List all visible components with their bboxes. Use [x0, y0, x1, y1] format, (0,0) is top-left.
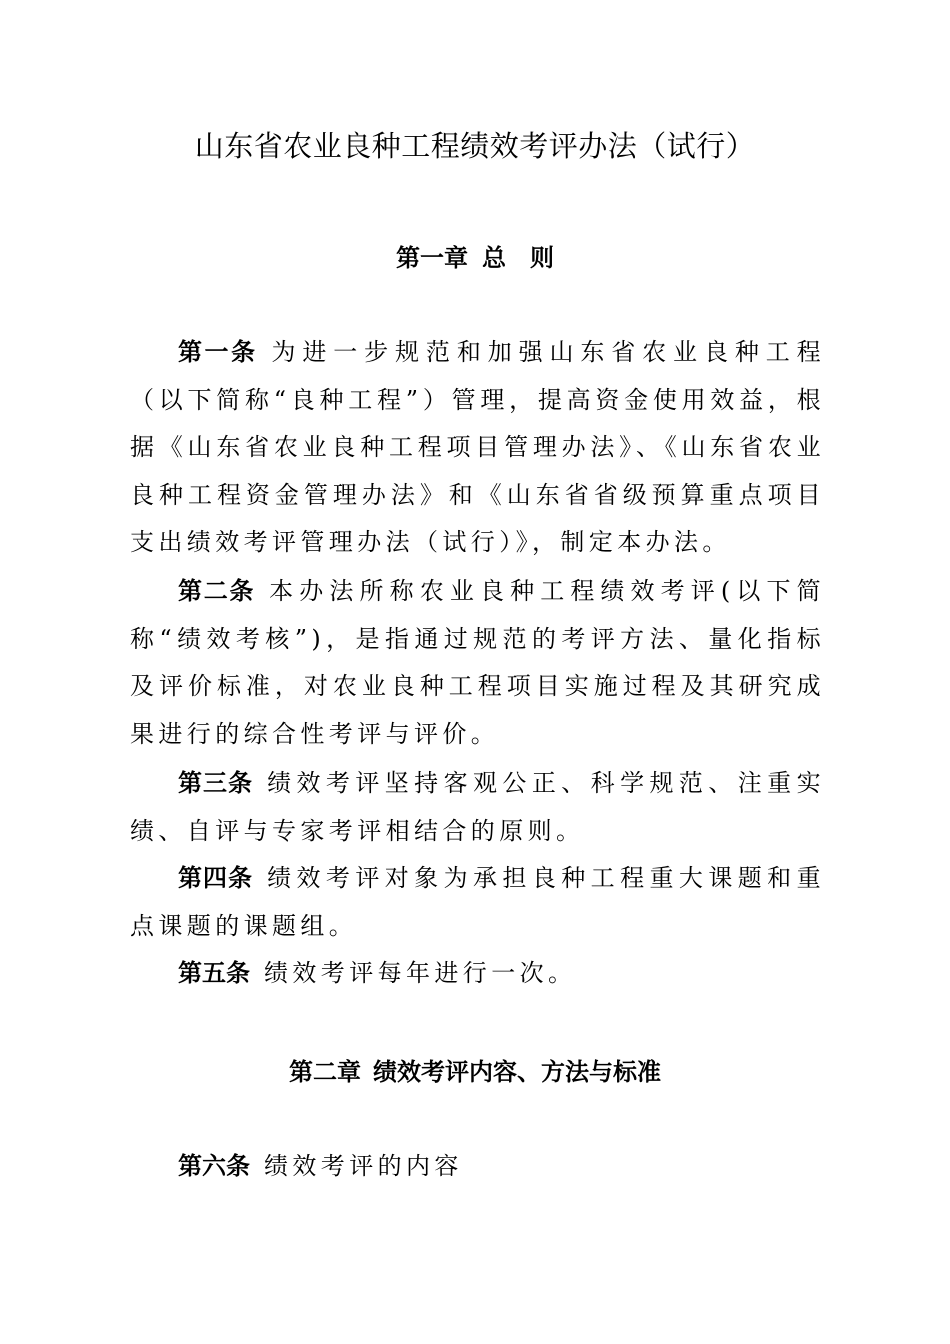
article-label: 第四条 [178, 864, 254, 892]
article-label: 第三条 [178, 769, 254, 797]
article-text: 绩效考评对象为承担良种工程重大课题和重点课题的课题组。 [130, 864, 825, 940]
article-label: 第一条 [178, 338, 258, 366]
article-1 [130, 329, 825, 567]
article-4 [130, 855, 825, 950]
article-3 [130, 760, 825, 855]
document-title: 山东省农业良种工程绩效考评办法（试行） [194, 129, 756, 163]
chapter-number: 第二章 [289, 1058, 361, 1086]
chapter-name: 总 则 [482, 244, 554, 272]
article-label: 第二条 [178, 577, 256, 605]
article-6 [130, 1143, 825, 1191]
article-2 [130, 568, 825, 758]
chapter-name: 绩效考评内容、方法与标准 [373, 1058, 661, 1086]
article-label: 第六条 [178, 1152, 250, 1180]
chapter-heading-1 [0, 238, 950, 273]
article-text: 绩效考评每年进行一次。 [264, 959, 577, 987]
article-label: 第五条 [178, 959, 250, 987]
chapter-heading-2 [0, 1052, 950, 1087]
article-text: 绩效考评坚持客观公正、科学规范、注重实绩、自评与专家考评相结合的原则。 [130, 769, 825, 845]
chapter-number: 第一章 [396, 244, 468, 272]
article-text: 绩效考评的内容 [264, 1152, 463, 1180]
article-text: 为进一步规范和加强山东省农业良种工程（以下简称“良种工程”）管理，提高资金使用效益，根据《山东省农业良种工程项目管理办法》、《山东省农业良种工程资金管理办法》和《山东省省级预算重点项目支出绩效考评管理办法（试行）》，制定本办法。 [130, 338, 826, 556]
article-5 [130, 950, 825, 998]
article-text: 本办法所称农业良种工程绩效考评(以下简称“绩效考核”)，是指通过规范的考评方法、量化指标及评价标准，对农业良种工程项目实施过程及其研究成果进行的综合性考评与评价。 [130, 577, 826, 748]
